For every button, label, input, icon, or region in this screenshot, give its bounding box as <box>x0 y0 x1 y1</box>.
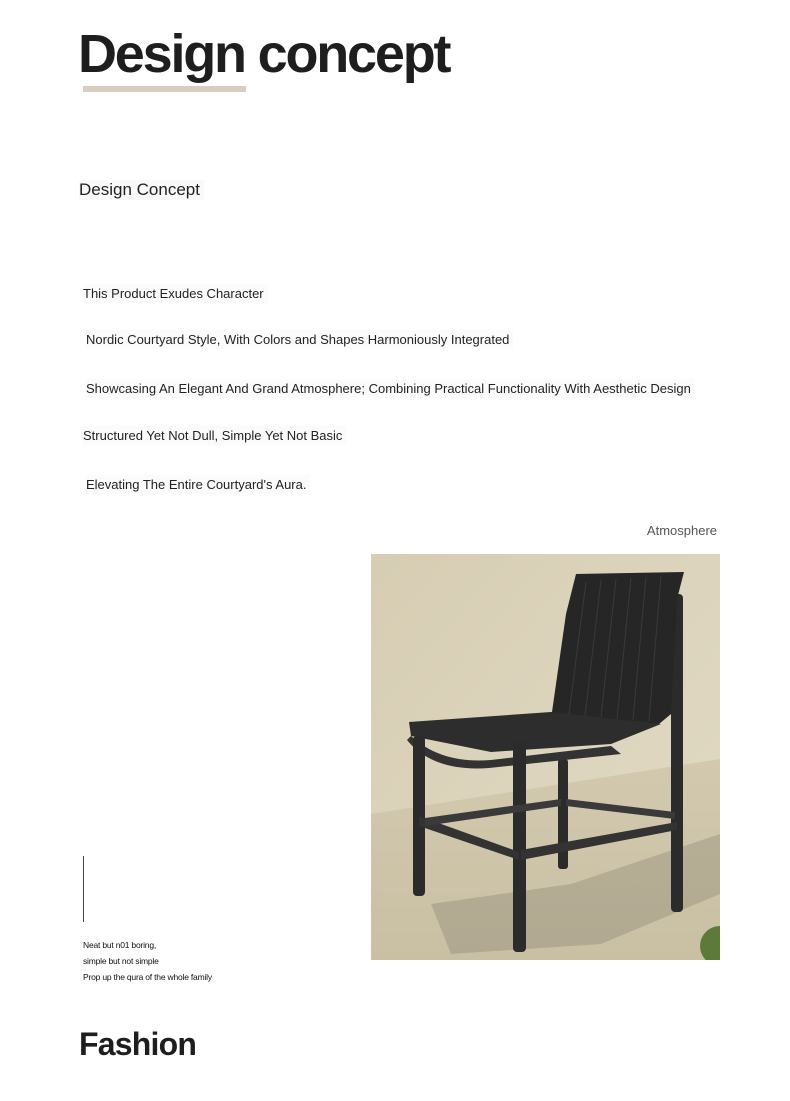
note-line-3: Prop up the qura of the whole family <box>83 972 212 982</box>
page-title: Design concept <box>78 24 450 84</box>
concept-line-5: Elevating The Entire Courtyard's Aura. <box>86 475 310 494</box>
title-underline <box>83 86 246 92</box>
concept-line-3: Showcasing An Elegant And Grand Atmosphere; Combining Practical Functionality With Aesthetic Design <box>86 379 695 398</box>
concept-line-2: Nordic Courtyard Style, With Colors and Shapes Harmoniously Integrated <box>86 330 513 349</box>
note-line-2: simple but not simple <box>83 956 159 966</box>
chair-photo <box>371 554 720 960</box>
concept-line-1: This Product Exudes Character <box>83 284 268 303</box>
section-title-fashion: Fashion <box>79 1026 197 1062</box>
vertical-divider <box>83 856 84 922</box>
atmosphere-caption: Atmosphere <box>646 523 717 538</box>
section-subtitle: Design Concept <box>79 180 204 200</box>
notes-block <box>83 937 212 985</box>
concept-line-4: Structured Yet Not Dull, Simple Yet Not Basic <box>83 426 346 445</box>
note-line-1: Neat but n01 boring, <box>83 940 157 950</box>
chair-photo-icon <box>371 554 720 960</box>
